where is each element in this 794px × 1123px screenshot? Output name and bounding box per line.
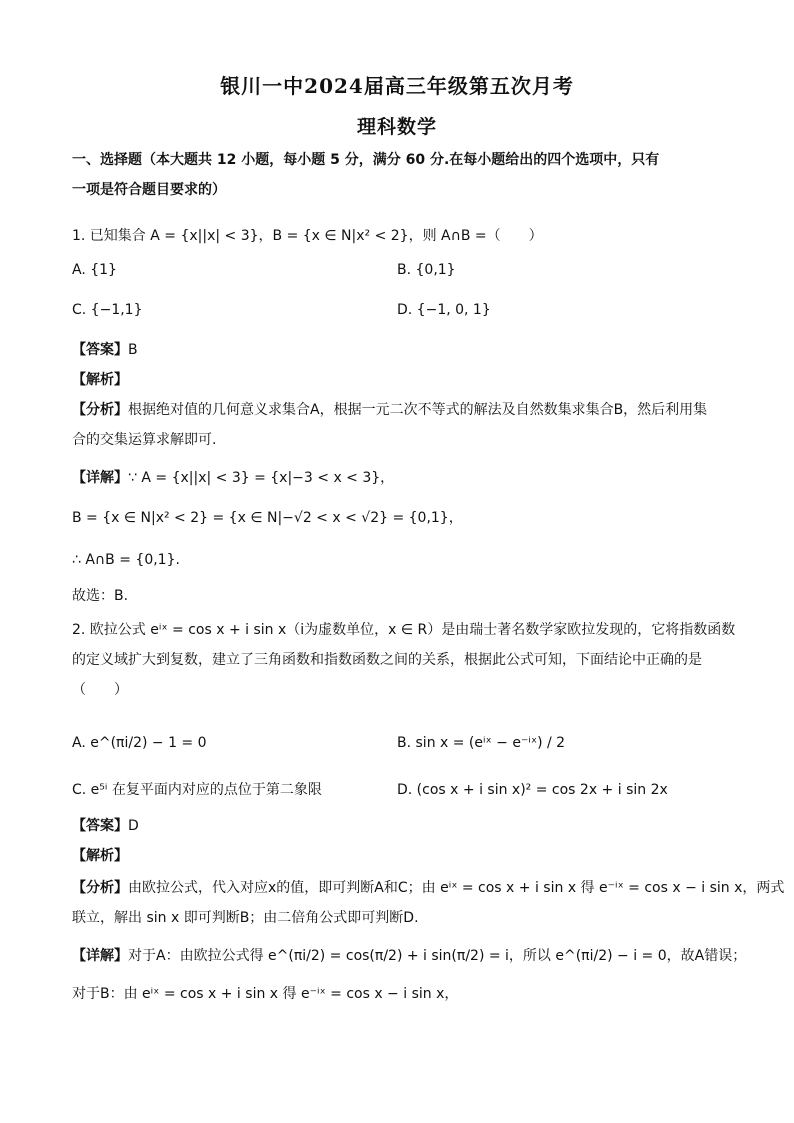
q2-stem-line-2: 的定义域扩大到复数，建立了三角函数和指数函数之间的关系，根据此公式可知，下面结论中正确的是 [72, 652, 702, 668]
q1-answer-line [72, 340, 732, 360]
q2-detail-text-1: 对于A：由欧拉公式得 e^(πi/2) = cos(π/2) + i sin(π/2) = i，所以 e^(πi/2) − i = 0，故A错误； [128, 948, 747, 964]
q1-detail-line-1 [72, 468, 732, 488]
exam-subtitle: 理科数学 [356, 116, 437, 138]
q1-detail-line-4: 故选：B. [72, 588, 129, 604]
q1-fenxi-line-1 [72, 400, 732, 420]
q1-analysis-tag: 【解析】 [72, 372, 128, 388]
q1-detail-line-2: B = {x ∈ N|x² < 2} = {x ∈ N|−√2 < x < √2} = {0,1}， [72, 510, 463, 526]
q1-option-a: A. {1} [72, 262, 117, 278]
q2-answer-tag: 【答案】 [72, 818, 128, 834]
q2-option-d: D. (cos x + i sin x)² = cos 2x + i sin 2x [397, 782, 668, 798]
q2-fenxi-text-1: 由欧拉公式，代入对应x的值，即可判断A和C；由 eⁱˣ = cos x + i sin x 得 e⁻ⁱˣ = cos x − i sin x，两式 [128, 880, 785, 896]
exam-title: 银川一中2024届高三年级第五次月考 [220, 74, 574, 98]
q2-stem-line-3: （ ） [72, 682, 128, 698]
q1-option-b: B. {0,1} [397, 262, 456, 278]
q2-answer: D [128, 818, 139, 834]
q1-option-d: D. {−1, 0, 1} [397, 302, 491, 318]
q2-answer-line [72, 816, 732, 836]
q2-option-a: A. e^(πi/2) − 1 = 0 [72, 735, 207, 751]
q2-option-c: C. e⁵ⁱ 在复平面内对应的点位于第二象限 [72, 782, 322, 798]
q1-detail-line-3: ∴ A∩B = {0,1}. [72, 552, 180, 568]
q2-fenxi-line-1 [72, 878, 785, 898]
q1-fenxi-tag: 【分析】 [72, 402, 128, 418]
q1-option-c: C. {−1,1} [72, 302, 143, 318]
q2-detail-tag: 【详解】 [72, 948, 128, 964]
q1-detail-text-1: ∵ A = {x||x| < 3} = {x|−3 < x < 3}， [128, 470, 395, 486]
q1-answer-tag: 【答案】 [72, 342, 128, 358]
q2-option-b: B. sin x = (eⁱˣ − e⁻ⁱˣ) / 2 [397, 735, 566, 751]
q1-stem: 1. 已知集合 A = {x||x| < 3}，B = {x ∈ N|x² < 2}，则 A∩B =（ ） [72, 228, 543, 244]
q1-fenxi-line-2: 合的交集运算求解即可. [72, 432, 217, 448]
section-heading-line-2: 一项是符合题目要求的） [72, 182, 226, 198]
q1-fenxi-text-1: 根据绝对值的几何意义求集合A，根据一元二次不等式的解法及自然数集求集合B，然后利用集 [128, 402, 708, 418]
q2-fenxi-tag: 【分析】 [72, 880, 128, 896]
q1-detail-tag: 【详解】 [72, 470, 128, 486]
q2-detail-line-1 [72, 946, 747, 966]
q2-detail-line-2: 对于B：由 eⁱˣ = cos x + i sin x 得 e⁻ⁱˣ = cos x − i sin x， [72, 986, 459, 1002]
section-heading-line-1: 一、选择题（本大题共 12 小题，每小题 5 分，满分 60 分.在每小题给出的四个选项中，只有 [72, 152, 660, 168]
q1-answer: B [128, 342, 138, 358]
q2-fenxi-line-2: 联立，解出 sin x 即可判断B；由二倍角公式即可判断D. [72, 910, 419, 926]
q2-stem-line-1: 2. 欧拉公式 eⁱˣ = cos x + i sin x（i为虚数单位，x ∈ R）是由瑞士著名数学家欧拉发现的，它将指数函数 [72, 622, 736, 638]
q2-analysis-tag: 【解析】 [72, 848, 128, 864]
